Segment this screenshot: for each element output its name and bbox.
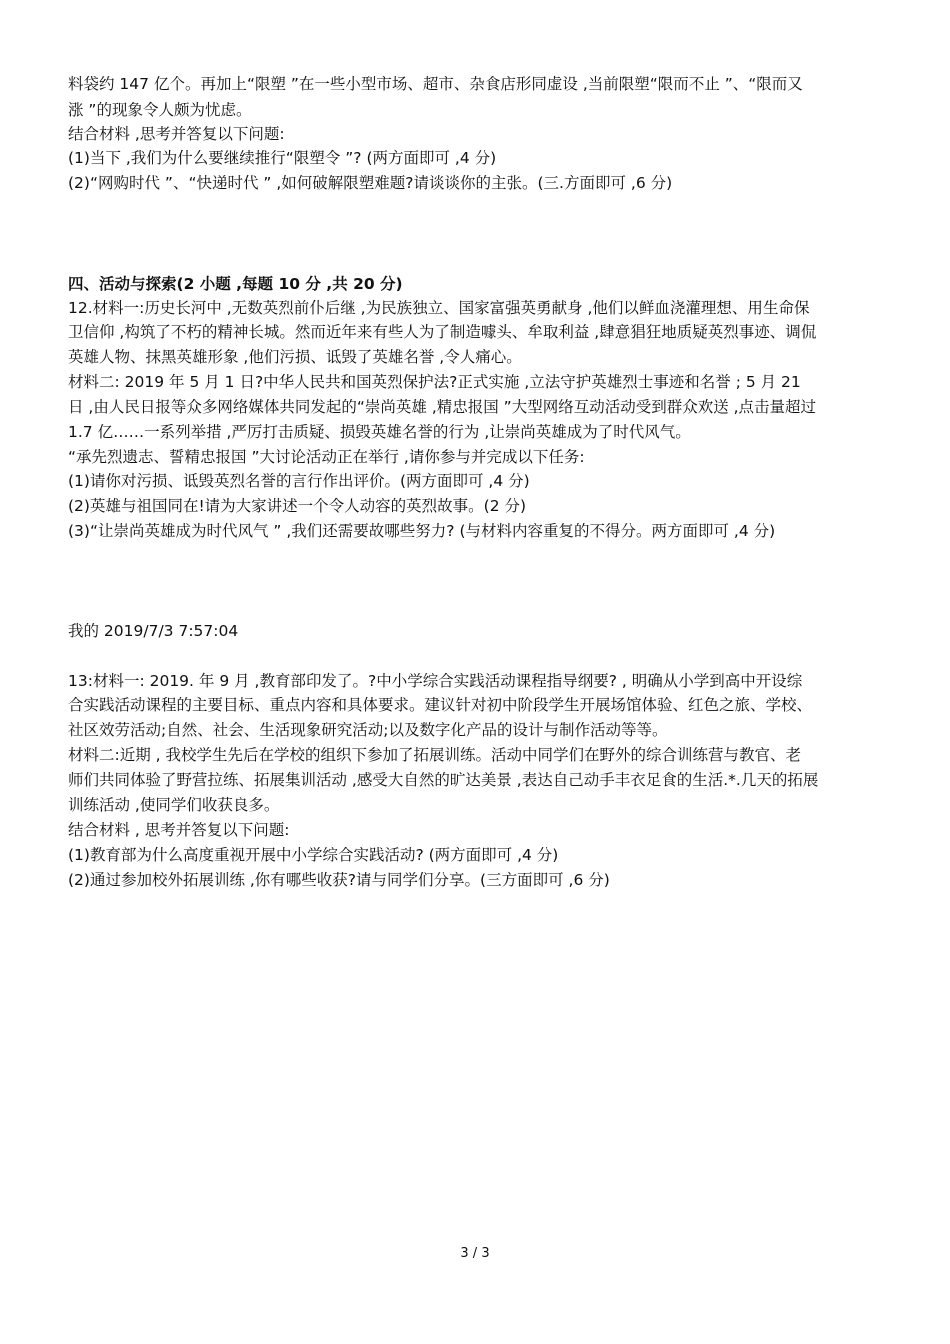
comment-timestamp: 我的 2019/7/3 7:57:04 <box>68 622 239 640</box>
section-heading: 四、活动与探索(2 小题 ,每题 10 分 ,共 20 分) <box>68 275 403 293</box>
text-line: 英雄人物、抹黑英雄形象 ,他们污损、诋毁了英雄名誉 ,令人痛心。 <box>68 348 522 366</box>
question-line: (2)英雄与祖国同在!请为大家讲述一个令人动容的英烈故事。(2 分) <box>68 497 527 515</box>
text-line: 料袋约 147 亿个。再加上“限塑 ”在一些小型市场、超市、杂食店形同虚设 ,当前限塑“限而不止 ”、“限而又 <box>68 75 803 93</box>
question-line: (1)当下 ,我们为什么要继续推行“限塑令 ”? (两方面即可 ,4 分) <box>68 149 497 167</box>
text-line: 社区效劳活动;自然、社会、生活现象研究活动;以及数字化产品的设计与制作活动等等。 <box>68 721 668 739</box>
text-line: 涨 ”的现象令人颇为忧虑。 <box>68 101 252 119</box>
question-line: (2)通过参加校外拓展训练 ,你有哪些收获?请与同学们分享。(三方面即可 ,6 分) <box>68 871 610 889</box>
question-line: (2)“网购时代 ”、“快递时代 ” ,如何破解限塑难题?请谈谈你的主张。(三.方面即可 ,6 分) <box>68 174 673 192</box>
text-line: 师们共同体验了野营拉练、拓展集训活动 ,感受大自然的旷达美景 ,表达自己动手丰衣足食的生活.*.几天的拓展 <box>68 771 819 789</box>
text-line: 材料二: 2019 年 5 月 1 日?中华人民共和国英烈保护法?正式实施 ,立法守护英雄烈士事迹和名誉 ; 5 月 21 <box>68 373 801 391</box>
text-line: 材料二:近期 , 我校学生先后在学校的组织下参加了拓展训练。活动中同学们在野外的综合训练营与教官、老 <box>68 746 802 764</box>
text-line: 卫信仰 ,构筑了不朽的精神长城。然而近年来有些人为了制造噱头、牟取利益 ,肆意猖狂地质疑英烈事迹、调侃 <box>68 323 817 341</box>
text-line: 12.材料一:历史长河中 ,无数英烈前仆后继 ,为民族独立、国家富强英勇献身 ,他们以鲜血浇灌理想、用生命保 <box>68 299 810 317</box>
text-line: 训练活动 ,使同学们收获良多。 <box>68 796 280 814</box>
question-line: (1)请你对污损、诋毁英烈名誉的言行作出评价。(两方面即可 ,4 分) <box>68 472 530 490</box>
text-line: 1.7 亿……一系列举措 ,严厉打击质疑、损毁英雄名誉的行为 ,让崇尚英雄成为了时代风气。 <box>68 423 691 441</box>
question-line: (3)“让崇尚英雄成为时代风气 ” ,我们还需要故哪些努力? (与材料内容重复的不得分。两方面即可 ,4 分) <box>68 522 776 540</box>
text-line: “承先烈遗志、誓精忠报国 ”大讨论活动正在举行 ,请你参与并完成以下任务: <box>68 448 585 466</box>
text-line: 结合材料 ,思考并答复以下问题: <box>68 125 285 143</box>
text-line: 13:材料一: 2019. 年 9 月 ,教育部印发了。?中小学综合实践活动课程指导纲要? , 明确从小学到高中开设综 <box>68 672 803 690</box>
text-line: 日 ,由人民日报等众多网络媒体共同发起的“崇尚英雄 ,精忠报国 ”大型网络互动活动受到群众欢送 ,点击量超过 <box>68 398 817 416</box>
text-line: 结合材料 , 思考并答复以下问题: <box>68 821 290 839</box>
question-line: (1)教育部为什么高度重视开展中小学综合实践活动? (两方面即可 ,4 分) <box>68 846 559 864</box>
page-number: 3 / 3 <box>460 1246 490 1261</box>
text-line: 合实践活动课程的主要目标、重点内容和具体要求。建议针对初中阶段学生开展场馆体验、红色之旅、学校、 <box>68 696 813 714</box>
